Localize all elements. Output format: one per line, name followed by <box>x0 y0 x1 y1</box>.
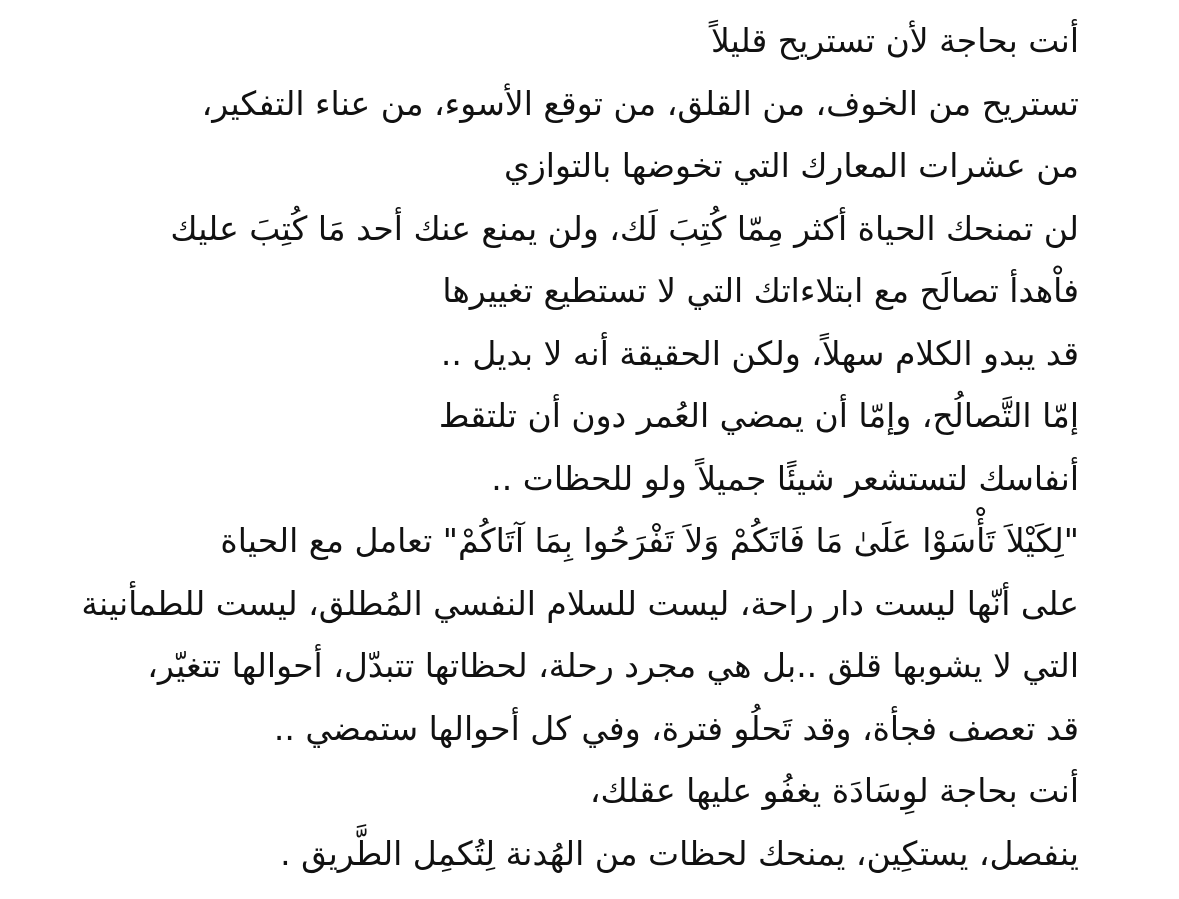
text-line: قد تعصف فجأة، وقد تَحلُو فترة، وفي كل أحوالها ستمضي .. <box>273 708 1079 748</box>
quran-quote-line: "لِكَيْلاَ تَأْسَوْا عَلَىٰ مَا فَاتَكُمْ وَلاَ تَفْرَحُوا بِمَا آتَاكُمْ" تعامل مع الحياة <box>220 521 1079 560</box>
text-line: إمّا التَّصالُح، وإمّا أن يمضي العُمر دون أن تلتقط <box>438 396 1079 435</box>
text-line: فاْهدأ تصالَح مع ابتلاءاتك التي لا تستطيع تغييرها <box>442 271 1079 310</box>
text-line: من عشرات المعارك التي تخوضها بالتوازي <box>504 146 1079 185</box>
text-line: التي لا يشوبها قلق ..بل هي مجرد رحلة، لحظاتها تتبدّل، أحوالها تتغيّر، <box>147 646 1079 685</box>
text-line: أنت بحاجة لوِسَادَة يغفُو عليها عقلك، <box>589 771 1079 810</box>
text-lines <box>19 10 1079 885</box>
text-line: على أنّها ليست دار راحة، ليست للسلام النفسي المُطلق، ليست للطمأنينة <box>81 583 1079 623</box>
text-line: لن تمنحك الحياة أكثر مِمّا كُتِبَ لَك، ولن يمنع عنك أحد مَا كُتِبَ عليك <box>170 208 1079 248</box>
text-line: أنفاسك لتستشعر شيئًا جميلاً ولو للحظات .. <box>491 458 1079 498</box>
text-line: تستريح من الخوف، من القلق، من توقع الأسوء، من عناء التفكير، <box>201 83 1079 123</box>
text-line: قد يبدو الكلام سهلاً، ولكن الحقيقة أنه لا بديل .. <box>440 333 1079 373</box>
text-line: أنت بحاجة لأن تستريح قليلاً <box>710 21 1079 60</box>
text-line: ينفصل، يستكِين، يمنحك لحظات من الهُدنة لِتُكمِل الطَّريق . <box>280 833 1079 873</box>
